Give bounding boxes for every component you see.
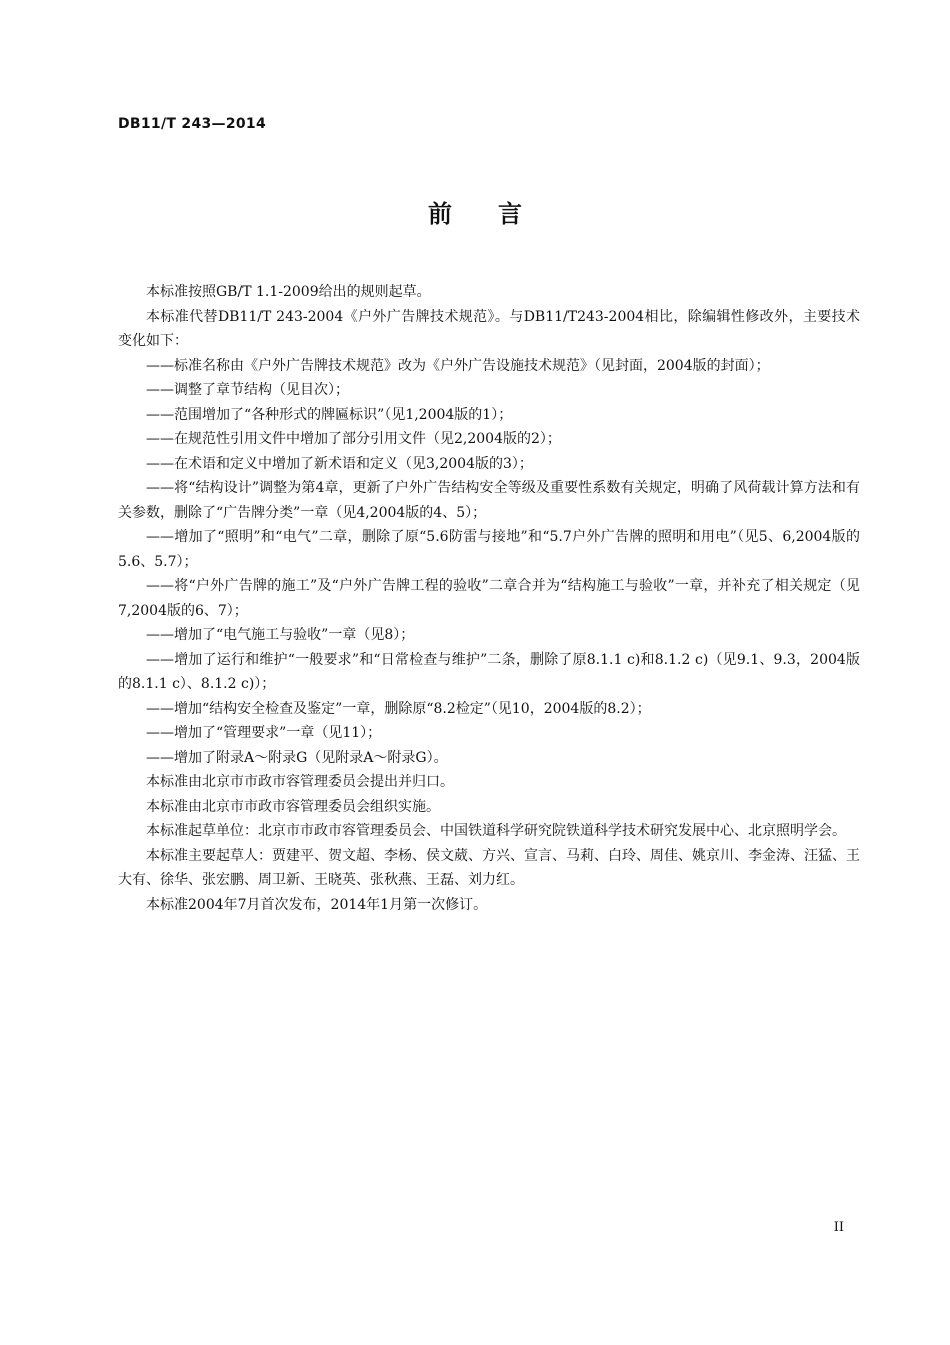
list-item: ——在规范性引用文件中增加了部分引用文件（见2,2004版的2）；: [146, 431, 561, 447]
list-item: ——在术语和定义中增加了新术语和定义（见3,2004版的3）；: [146, 455, 533, 472]
list-item: ——标准名称由《户外广告牌技术规范》改为《户外广告设施技术规范》（见封面，2004版的封面）；: [146, 357, 770, 374]
list-item: ——增加了附录A～附录G（见附录A～附录G）。: [146, 749, 448, 766]
paragraph: 本标准按照GB/T 1.1-2009给出的规则起草。: [146, 284, 431, 300]
paragraph: 本标准起草单位：北京市市政市容管理委员会、中国铁道科学研究院铁道科学技术研究发展中心、北京照明学会。: [146, 823, 846, 839]
list-item: ——将“结构设计”调整为第4章，更新了户外广告结构安全等级及重要性系数有关规定，明确了风荷载计算方法和有关参数，删除了“广告牌分类”一章（见4,2004版的4、5）；: [118, 480, 860, 521]
list-item: ——增加了“管理要求”一章（见11）；: [146, 725, 382, 741]
list-item: ——增加了运行和维护“一般要求”和“日常检查与维护”二条，删除了原8.1.1 c)和8.1.2 c)（见9.1、9.3，2004版的8.1.1 c）、8.1.2 c)）；: [118, 651, 860, 692]
list-item: ——范围增加了“各种形式的牌匾标识”（见1,2004版的1）；: [146, 406, 513, 423]
paragraph: 本标准主要起草人：贾建平、贺文超、李杨、侯文葳、方兴、宣言、马莉、白玲、周佳、姚京川、李金涛、汪猛、王大有、徐华、张宏鹏、周卫新、王晓英、张秋燕、王磊、刘力红。: [118, 847, 860, 888]
paragraph: 本标准2004年7月首次发布，2014年1月第一次修订。: [146, 896, 488, 913]
document-id: DB11/T 243—2014: [118, 116, 266, 132]
paragraph: 本标准由北京市市政市容管理委员会提出并归口。: [146, 774, 454, 790]
preface-body: [118, 280, 860, 917]
page-number: II: [833, 1220, 844, 1235]
paragraph: 本标准代替DB11/T 243-2004《户外广告牌技术规范》。与DB11/T243-2004相比，除编辑性修改外，主要技术变化如下：: [118, 308, 860, 349]
paragraph: 本标准由北京市市政市容管理委员会组织实施。: [146, 798, 440, 815]
list-item: ——增加“结构安全检查及鉴定”一章，删除原“8.2检定”（见10，2004版的8.2）；: [146, 700, 651, 717]
list-item: ——增加了“电气施工与验收”一章（见8）；: [146, 627, 415, 643]
page-title: 前言: [428, 200, 568, 228]
list-item: ——增加了“照明”和“电气”二章，删除了原“5.6防雷与接地”和“5.7户外广告牌的照明和用电”（见5、6,2004版的5.6、5.7）；: [118, 529, 860, 570]
list-item: ——调整了章节结构（见目次）；: [146, 382, 349, 398]
list-item: ——将“户外广告牌的施工”及“户外广告牌工程的验收”二章合并为“结构施工与验收”一章，并补充了相关规定（见7,2004版的6、7）；: [118, 578, 860, 619]
